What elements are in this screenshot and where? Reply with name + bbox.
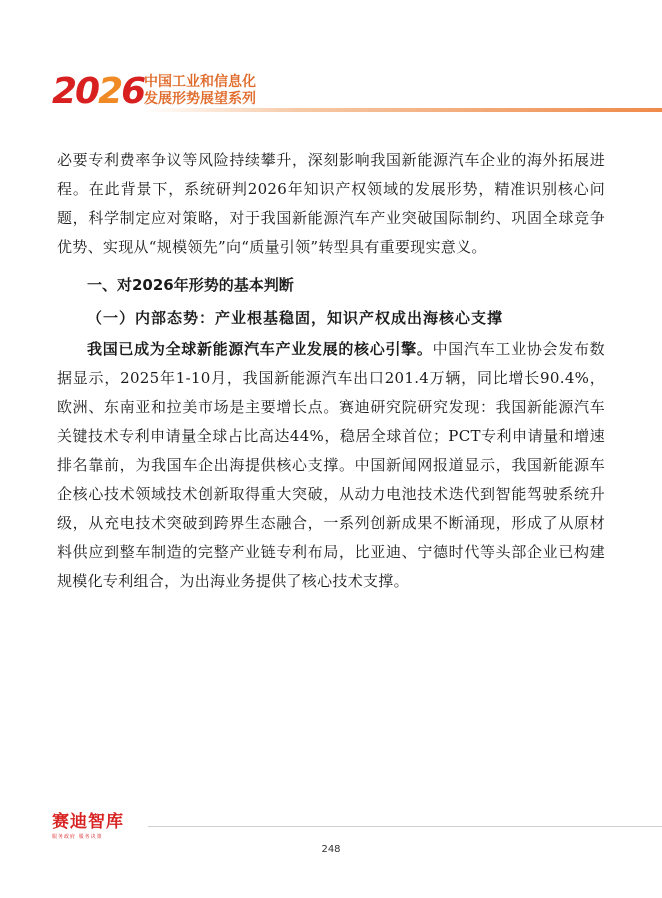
section-heading: 一、对2026年形势的基本判断 <box>87 276 294 294</box>
paragraph-main <box>57 335 605 596</box>
header-gradient-bar <box>144 108 662 112</box>
paragraph-intro: 必要专利费率争议等风险持续攀升，深刻影响我国新能源汽车企业的海外拓展进程。在此背景下，系统研判2026年知识产权领域的发展形势，精准识别核心问题，科学制定应对策略，对于我国新能源汽车产业突破国际制约、巩固全球竞争优势、实现从“规模领先”向“质量引领”转型具有重要现实意义。 <box>57 151 605 256</box>
series-title-line2: 发展形势展望系列 <box>144 91 256 107</box>
year-logo-part-c: 6 <box>121 71 145 112</box>
paragraph-body-text: 中国汽车工业协会发布数据显示，2025年1-10月，我国新能源汽车出口201.4万辆，同比增长90.4%，欧洲、东南亚和拉美市场是主要增长点。赛迪研究院研究发现：我国新能源汽车关键技术专利申请量全球占比高达44%，稳居全球首位；PCT专利申请量和增速排名靠前，为我国车企出海提供核心支撑。中国新闻网报道显示，我国新能源车企核心技术领域技术创新取得重大突破，从动力电池技术迭代到智能驾驶系统升级，从充电技术突破到跨界生态融合，一系列创新成果不断涌现，形成了从原材料供应到整车制造的完整产业链专利布局，比亚迪、宁德时代等头部企业已构建规模化专利组合，为出海业务提供了核心技术支撑。 <box>57 340 605 590</box>
footer-logo <box>52 812 152 840</box>
page-number: 248 <box>321 844 341 855</box>
series-title-line1: 中国工业和信息化 <box>144 74 256 90</box>
page-body <box>57 146 605 596</box>
series-title <box>144 74 256 108</box>
year-logo-part-b: 2 <box>98 71 122 112</box>
subsection-heading: （一）内部态势：产业根基稳固，知识产权成出海核心支撑 <box>87 309 504 327</box>
page-header <box>52 70 662 120</box>
footer-brand-name: 赛迪智库 <box>52 812 124 832</box>
year-logo-part-a: 20 <box>52 71 99 112</box>
footer-divider <box>148 826 662 827</box>
year-logo <box>52 70 144 114</box>
paragraph-lead-sentence: 我国已成为全球新能源汽车产业发展的核心引擎。 <box>87 340 433 358</box>
footer-tagline: 服务政府 服务决策 <box>52 834 103 840</box>
